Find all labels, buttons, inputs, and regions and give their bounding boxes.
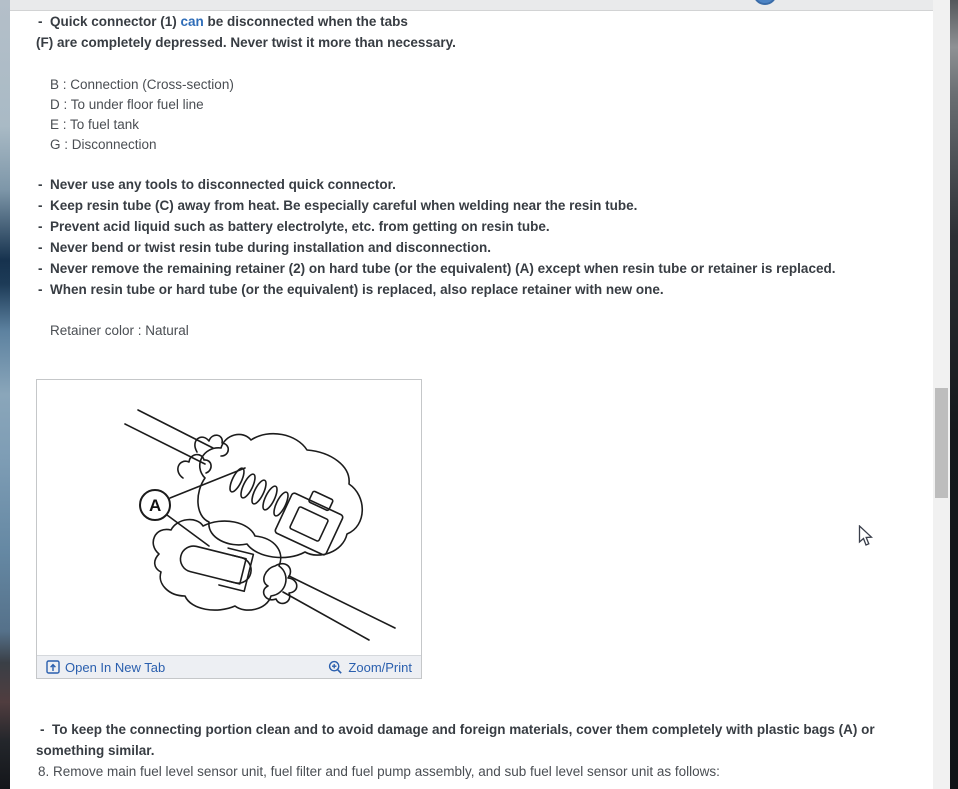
bullet-dash: -	[38, 14, 43, 29]
browser-chrome-strip	[10, 0, 933, 11]
retainer-color-note: Retainer color : Natural	[50, 323, 189, 338]
figure-image[interactable]	[37, 380, 421, 655]
open-in-new-tab-link[interactable]: Open In New Tab	[46, 660, 165, 675]
vertical-scrollbar-thumb[interactable]	[935, 388, 948, 498]
desktop-background-strip	[0, 0, 10, 789]
screen-edge-strip	[950, 0, 958, 789]
svg-text:A: A	[149, 496, 162, 515]
manual-content-area	[10, 12, 933, 789]
figure-container	[36, 379, 422, 679]
legend-item-b: B : Connection (Cross-section)	[50, 77, 234, 92]
quick-connector-diagram	[37, 380, 421, 650]
can-link[interactable]: can	[180, 14, 204, 29]
step-8-line: 8. Remove main fuel level sensor unit, fuel filter and fuel pump assembly, and sub fuel level sensor unit as follows:	[38, 764, 720, 779]
caution-item: - Prevent acid liquid such as battery electrolyte, etc. from getting on resin tube.	[38, 219, 550, 234]
open-in-new-tab-icon	[46, 660, 60, 674]
intro-line-2: (F) are completely depressed. Never twist it more than necessary.	[36, 35, 456, 50]
figure-toolbar	[37, 655, 421, 678]
legend-item-d: D : To under floor fuel line	[50, 97, 204, 112]
intro-line-1: - Quick connector (1) can be disconnected when the tabs	[38, 12, 408, 32]
legend-item-e: E : To fuel tank	[50, 117, 140, 132]
caution-item: - Keep resin tube (C) away from heat. Be especially careful when welding near the resin tube.	[38, 198, 638, 213]
bottom-note-line-1: - To keep the connecting portion clean and to avoid damage and foreign materials, cover them completely with plastic bags (A) or	[40, 722, 875, 737]
caution-item: - Never remove the remaining retainer (2) on hard tube (or the equivalent) (A) except when resin tube or retainer is replaced.	[38, 261, 836, 276]
bottom-note-line-2: something similar.	[36, 743, 155, 758]
caution-item: - When resin tube or hard tube (or the equivalent) is replaced, also replace retainer with new one.	[38, 282, 664, 297]
chrome-circle-button[interactable]	[753, 0, 777, 5]
caution-item: - Never bend or twist resin tube during installation and disconnection.	[38, 240, 492, 255]
zoom-in-icon	[328, 660, 343, 675]
caution-item: - Never use any tools to disconnected quick connector.	[38, 177, 396, 192]
legend-item-g: G : Disconnection	[50, 137, 157, 152]
zoom-print-link[interactable]: Zoom/Print	[328, 660, 412, 675]
vertical-scrollbar-track[interactable]	[933, 0, 950, 789]
